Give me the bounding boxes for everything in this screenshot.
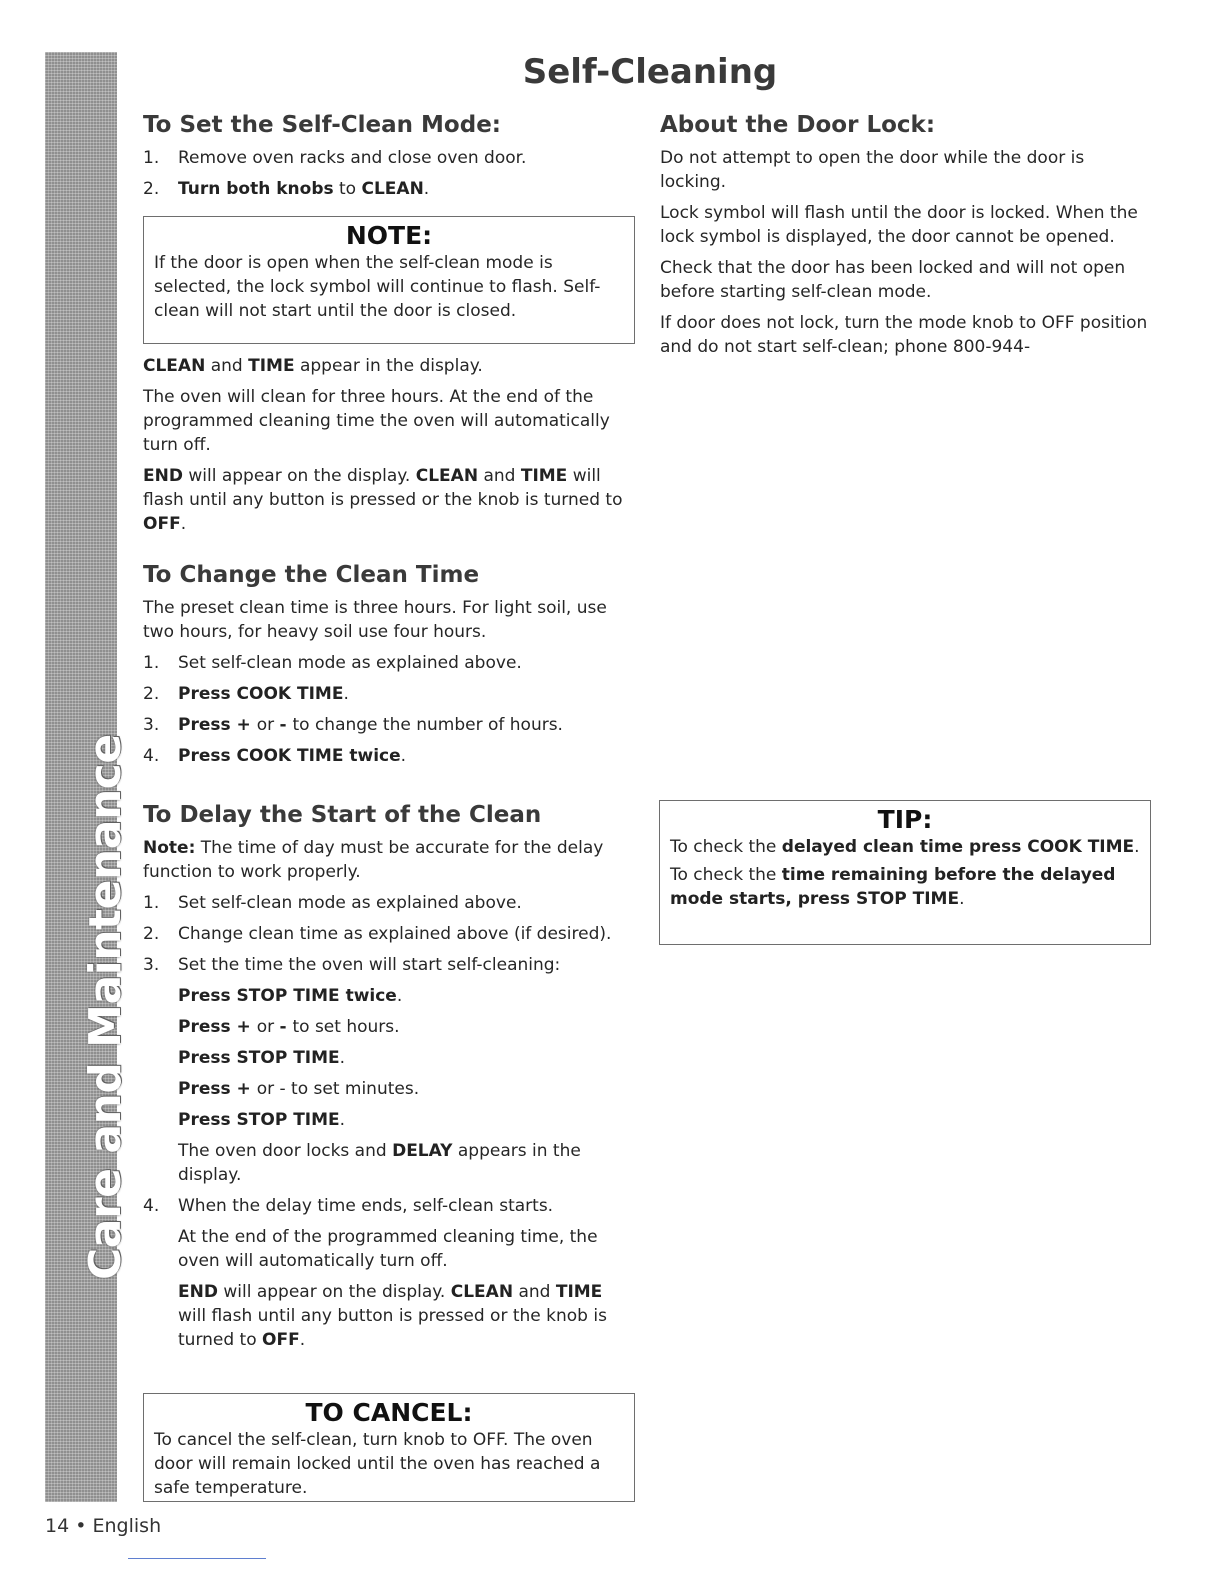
door-lock-section [660, 110, 1150, 366]
list-item: 2. Turn both knobs to CLEAN. [143, 179, 430, 199]
delay-substep: Press + or - to set minutes. [178, 1079, 420, 1099]
set-mode-details [143, 354, 633, 543]
cancel-title: TO CANCEL: [305, 1398, 473, 1427]
delay-substep: Press STOP TIME. [178, 1048, 346, 1068]
door-lock-heading: About the Door Lock: [660, 112, 936, 138]
change-time-steps [143, 651, 633, 768]
tip-title: TIP: [877, 805, 933, 834]
list-item: 4. When the delay time ends, self-clean starts. [143, 1196, 554, 1216]
set-mode-section [143, 110, 633, 208]
note-title: NOTE: [345, 221, 433, 250]
list-item: 3. Press + or - to change the number of hours. [143, 715, 563, 735]
delay-heading: To Delay the Start of the Clean [143, 802, 542, 828]
change-time-section [143, 560, 633, 775]
list-item: 1. Set self-clean mode as explained above. [143, 893, 522, 913]
set-mode-steps [143, 146, 633, 201]
delay-substep: Press + or - to set hours. [178, 1017, 400, 1037]
door-lock-paragraph: Check that the door has been locked and will not open before starting self-clean mode. [660, 258, 1126, 302]
note-box [143, 216, 635, 344]
delay-steps [143, 891, 633, 977]
set-mode-heading: To Set the Self-Clean Mode: [143, 112, 501, 138]
page-number: 14 [45, 1515, 70, 1537]
delay-substep: The oven door locks and DELAY appears in the display. [178, 1141, 581, 1185]
end-text: END will appear on the display. CLEAN and TIME will flash until any button is pressed or the knob is turned to OFF. [143, 466, 623, 534]
delay-section [143, 800, 633, 1359]
page-footer [45, 1515, 161, 1537]
delay-substep: END will appear on the display. CLEAN and TIME will flash until any button is pressed or the knob is turned to OFF. [178, 1282, 607, 1350]
tip-text: To check the delayed clean time press COOK TIME. [670, 837, 1140, 857]
list-item: 2. Press COOK TIME. [143, 684, 349, 704]
list-item: 1. Set self-clean mode as explained above. [143, 653, 522, 673]
footer-bullet: • [75, 1515, 87, 1537]
list-item: 4. Press COOK TIME twice. [143, 746, 407, 766]
cancel-box [143, 1393, 635, 1502]
footer-rule [128, 1558, 266, 1559]
change-time-heading: To Change the Clean Time [143, 562, 480, 588]
delay-substep: Press STOP TIME. [178, 1110, 346, 1130]
cancel-text: To cancel the self-clean, turn knob to OFF. The oven door will remain locked until the oven has reached a safe temperature. [154, 1430, 601, 1498]
tip-text: To check the time remaining before the delayed mode starts, press STOP TIME. [670, 865, 1116, 909]
tip-box [659, 800, 1151, 945]
list-item: 3. Set the time the oven will start self-cleaning: [143, 955, 561, 975]
note-text: If the door is open when the self-clean mode is selected, the lock symbol will continue to flash. Self-clean will not start until the door is closed. [154, 253, 601, 321]
door-lock-paragraph: Do not attempt to open the door while the door is locking. [660, 148, 1085, 192]
sidebar-label: Care and Maintenance [80, 734, 131, 1280]
door-lock-paragraph: If door does not lock, turn the mode knob to OFF position and do not start self-clean; phone 800-944- [660, 313, 1148, 357]
delay-substep: Press STOP TIME twice. [178, 986, 403, 1006]
delay-steps-cont [143, 1194, 633, 1218]
change-time-intro: The preset clean time is three hours. For light soil, use two hours, for heavy soil use four hours. [143, 598, 607, 642]
display-text: CLEAN and TIME appear in the display. [143, 356, 483, 376]
door-lock-paragraph: Lock symbol will flash until the door is locked. When the lock symbol is displayed, the door cannot be opened. [660, 203, 1138, 247]
delay-note: Note: The time of day must be accurate for the delay function to work properly. [143, 838, 604, 882]
page-title: Self-Cleaning [522, 52, 778, 92]
clean-duration-text: The oven will clean for three hours. At the end of the programmed cleaning time the oven will automatically turn off. [143, 387, 610, 455]
list-item: 1. Remove oven racks and close oven door. [143, 148, 527, 168]
footer-language: English [92, 1515, 162, 1537]
delay-substep: At the end of the programmed cleaning time, the oven will automatically turn off. [178, 1227, 598, 1271]
list-item: 2. Change clean time as explained above (if desired). [143, 924, 612, 944]
